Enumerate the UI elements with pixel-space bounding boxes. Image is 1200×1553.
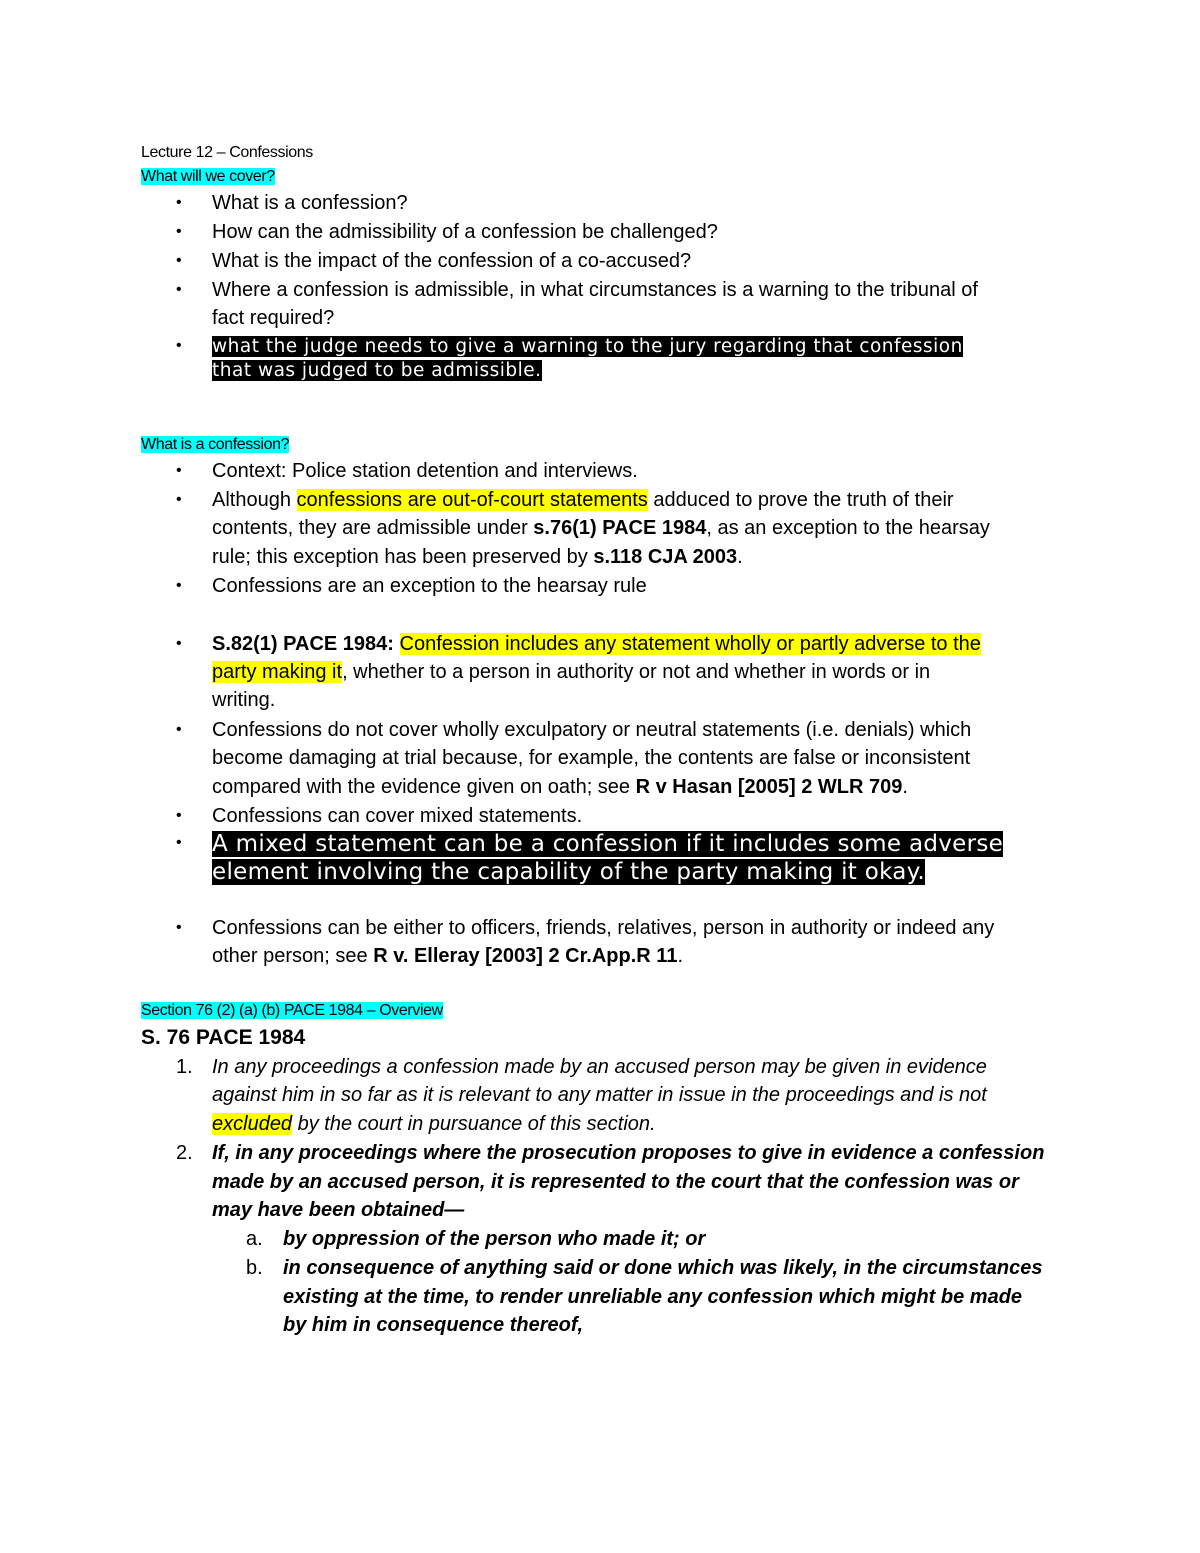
s76-clause-1: against him in so far as it is relevant to any matter in issue in the proceedings and is not <box>212 1084 987 1106</box>
list-letter: a. <box>246 1228 263 1250</box>
s76-subclause-b: existing at the time, to render unreliable any confession which might be made <box>283 1286 1023 1308</box>
bullet: • <box>176 491 182 508</box>
cover-note: what the judge needs to give a warning to the jury regarding that confession <box>212 336 963 357</box>
list-letter: b. <box>246 1257 263 1279</box>
mixed-note: element involving the capability of the party making it okay. <box>212 859 925 885</box>
cover-note: that was judged to be admissible. <box>212 360 542 381</box>
s82-item: S.82(1) PACE 1984: Confession includes any statement wholly or partly adverse to the <box>212 633 981 655</box>
bullet: • <box>176 281 182 298</box>
bullet: • <box>176 337 182 354</box>
s82-item: writing. <box>212 689 276 711</box>
exculpatory-item: compared with the evidence given on oath; see R v Hasan [2005] 2 WLR 709. <box>212 776 908 798</box>
cover-item-continued: fact required? <box>212 307 335 329</box>
cover-item: Where a confession is admissible, in what circumstances is a warning to the tribunal of <box>212 279 978 301</box>
bullet: • <box>176 721 182 738</box>
s76-subclause-b: by him in consequence thereof, <box>283 1314 584 1336</box>
page-title: Lecture 12 – Confessions <box>141 144 313 161</box>
list-number: 1. <box>176 1056 193 1078</box>
exculpatory-item: Confessions do not cover wholly exculpatory or neutral statements (i.e. denials) which <box>212 719 972 741</box>
s76-clause-2: may have been obtained— <box>212 1199 465 1221</box>
cover-heading: What will we cover? <box>141 168 275 185</box>
admissibility-item: Although confessions are out-of-court statements adduced to prove the truth of their <box>212 489 954 511</box>
bullet: • <box>176 577 182 594</box>
admissibility-item: contents, they are admissible under s.76(1) PACE 1984, as an exception to the hearsay <box>212 517 990 539</box>
persons-item: other person; see R v. Elleray [2003] 2 Cr.App.R 11. <box>212 945 683 967</box>
section76-heading: Section 76 (2) (a) (b) PACE 1984 – Overview <box>141 1002 443 1019</box>
exculpatory-item: become damaging at trial because, for example, the contents are false or inconsistent <box>212 747 971 769</box>
bullet: • <box>176 194 182 211</box>
mixed-note: A mixed statement can be a confession if it includes some adverse <box>212 831 1004 857</box>
admissibility-item: rule; this exception has been preserved by s.118 CJA 2003. <box>212 546 743 568</box>
context-item: Context: Police station detention and interviews. <box>212 460 638 482</box>
bullet: • <box>176 223 182 240</box>
bullet: • <box>176 834 182 851</box>
bullet: • <box>176 252 182 269</box>
bullet: • <box>176 635 182 652</box>
cover-item: What is a confession? <box>212 192 408 214</box>
cover-item: How can the admissibility of a confession be challenged? <box>212 221 718 243</box>
hearsay-item: Confessions are an exception to the hearsay rule <box>212 575 647 597</box>
bullet: • <box>176 919 182 936</box>
s76-clause-2: made by an accused person, it is represented to the court that the confession was or <box>212 1171 1019 1193</box>
list-number: 2. <box>176 1142 193 1164</box>
s82-item: party making it, whether to a person in authority or not and whether in words or in <box>212 661 931 683</box>
s76-clause-1: excluded by the court in pursuance of this section. <box>212 1113 656 1135</box>
bullet: • <box>176 807 182 824</box>
mixed-item: Confessions can cover mixed statements. <box>212 805 583 827</box>
section76-subheading: S. 76 PACE 1984 <box>141 1026 306 1049</box>
s76-clause-1: In any proceedings a confession made by an accused person may be given in evidence <box>212 1056 987 1078</box>
bullet: • <box>176 462 182 479</box>
persons-item: Confessions can be either to officers, friends, relatives, person in authority or indeed any <box>212 917 995 939</box>
s76-subclause-b: in consequence of anything said or done which was likely, in the circumstances <box>283 1257 1043 1279</box>
confession-heading: What is a confession? <box>141 436 290 453</box>
cover-item: What is the impact of the confession of a co-accused? <box>212 250 692 272</box>
s76-subclause-a: by oppression of the person who made it; or <box>283 1228 706 1250</box>
s76-clause-2: If, in any proceedings where the prosecution proposes to give in evidence a confession <box>212 1142 1045 1164</box>
